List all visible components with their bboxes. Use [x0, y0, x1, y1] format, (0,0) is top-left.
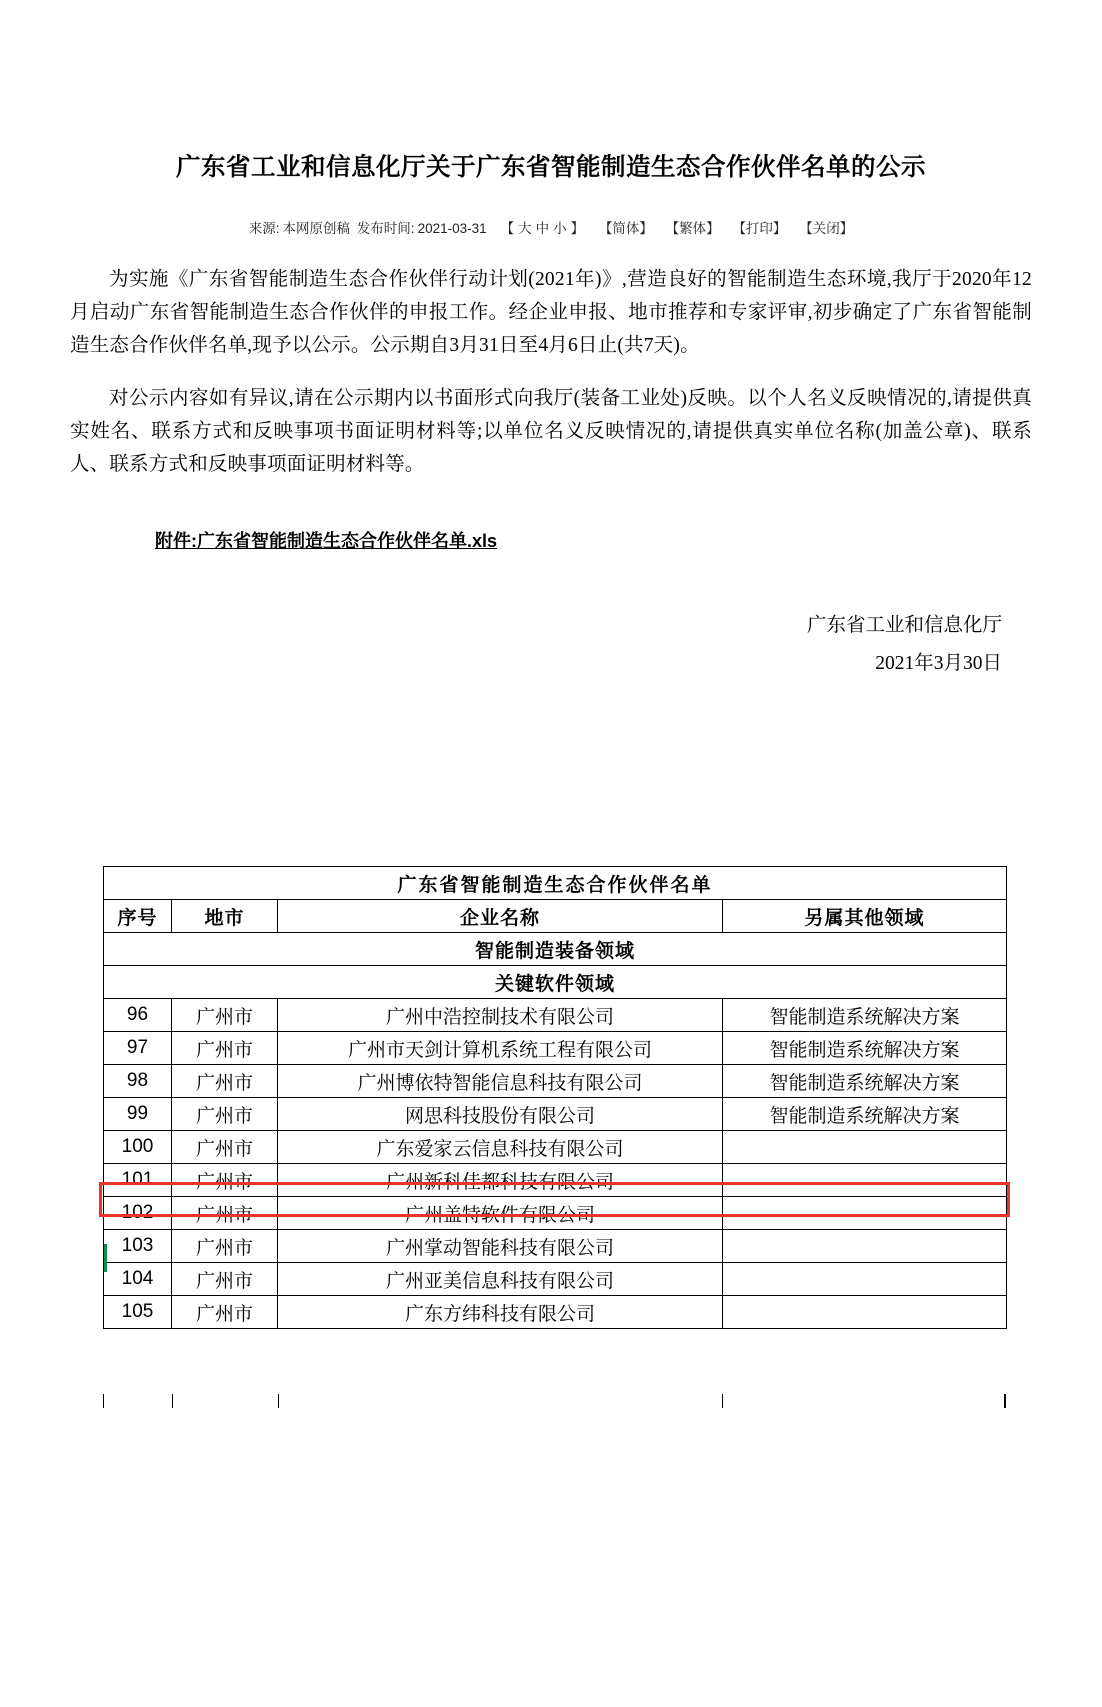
cell-city: 广州市 — [172, 1131, 278, 1164]
section-label-software: 关键软件领域 — [104, 966, 1007, 999]
cell-other-field: 智能制造系统解决方案 — [723, 1032, 1007, 1065]
cell-other-field: 智能制造系统解决方案 — [723, 1098, 1007, 1131]
source-label: 来源: — [248, 221, 280, 236]
table-title: 广东省智能制造生态合作伙伴名单 — [104, 867, 1007, 900]
table-row — [104, 1032, 1007, 1065]
cell-company: 广州市天剑计算机系统工程有限公司 — [278, 1032, 723, 1065]
cell-company: 广州博依特智能信息科技有限公司 — [278, 1065, 723, 1098]
cell-no: 100 — [104, 1131, 172, 1164]
cell-company: 广州新科佳都科技有限公司 — [278, 1164, 723, 1197]
paragraph-1: 为实施《广东省智能制造生态合作伙伴行动计划(2021年)》,营造良好的智能制造生态环境,我厅于2020年12月启动广东省智能制造生态合作伙伴的申报工作。经企业申报、地市推荐和专家评审,初步确定了广东省智能制造生态合作伙伴名单,现予以公示。公示期自3月31日至4月6日止(共7天)。 — [70, 269, 1032, 356]
signature-date: 2021年3月30日 — [875, 652, 1002, 674]
print-link[interactable]: 【打印】 — [732, 221, 787, 236]
bracket-open: 【 — [500, 221, 515, 236]
cell-no: 101 — [104, 1164, 172, 1197]
cell-no: 105 — [104, 1296, 172, 1329]
publish-date: 2021-03-31 — [417, 221, 487, 236]
cell-company: 广州中浩控制技术有限公司 — [278, 999, 723, 1032]
font-size-medium-link[interactable]: 中 — [535, 221, 550, 236]
cell-no: 98 — [104, 1065, 172, 1098]
document-meta — [70, 217, 1032, 237]
table-row — [104, 1296, 1007, 1329]
cell-city: 广州市 — [172, 1296, 278, 1329]
cell-other-field: 智能制造系统解决方案 — [723, 999, 1007, 1032]
table-row-highlighted — [104, 1098, 1007, 1131]
cell-other-field: 智能制造系统解决方案 — [723, 1065, 1007, 1098]
cell-company: 广州掌动智能科技有限公司 — [278, 1230, 723, 1263]
cell-city: 广州市 — [172, 1197, 278, 1230]
cell-city: 广州市 — [172, 1098, 278, 1131]
cell-other-field — [723, 1197, 1007, 1230]
cell-city: 广州市 — [172, 1263, 278, 1296]
page-title: 广东省工业和信息化厅关于广东省智能制造生态合作伙伴名单的公示 — [176, 154, 926, 181]
cell-city: 广州市 — [172, 1032, 278, 1065]
cell-no: 103 — [104, 1230, 172, 1263]
table-header-row — [104, 900, 1007, 933]
font-size-large-link[interactable]: 大 — [518, 221, 532, 236]
cell-city: 广州市 — [172, 1230, 278, 1263]
cell-other-field — [723, 1230, 1007, 1263]
table-row — [104, 1131, 1007, 1164]
table-row — [104, 1065, 1007, 1098]
cell-other-field — [723, 1131, 1007, 1164]
cell-other-field — [723, 1164, 1007, 1197]
close-link[interactable]: 【关闭】 — [799, 221, 854, 236]
column-header-company: 企业名称 — [278, 900, 723, 933]
column-header-no: 序号 — [104, 900, 172, 933]
document-page — [0, 148, 1102, 1707]
section-row-software — [104, 966, 1007, 999]
cell-other-field — [723, 1296, 1007, 1329]
cell-other-field — [723, 1263, 1007, 1296]
signature-block — [70, 607, 1032, 683]
cell-no: 96 — [104, 999, 172, 1032]
cell-company: 广东方纬科技有限公司 — [278, 1296, 723, 1329]
cell-city: 广州市 — [172, 1164, 278, 1197]
table-title-row — [104, 867, 1007, 900]
simplified-link[interactable]: 【简体】 — [598, 221, 653, 236]
cell-city: 广州市 — [172, 999, 278, 1032]
cell-no: 102 — [104, 1197, 172, 1230]
green-row-marker — [104, 1244, 107, 1272]
attachment-link[interactable]: 附件:广东省智能制造生态合作伙伴名单.xls — [155, 530, 498, 551]
cell-city: 广州市 — [172, 1065, 278, 1098]
cell-company: 广州亚美信息科技有限公司 — [278, 1263, 723, 1296]
source-value: 本网原创稿 — [282, 221, 351, 236]
paragraph-2: 对公示内容如有异议,请在公示期内以书面形式向我厅(装备工业处)反映。以个人名义反映情况的,请提供真实姓名、联系方式和反映事项书面证明材料等;以单位名义反映情况的,请提供真实单位名称(加盖公章)、联系人、联系方式和反映事项面证明材料等。 — [70, 387, 1032, 475]
table-row — [104, 1263, 1007, 1296]
table-row — [104, 1197, 1007, 1230]
table-row — [104, 1230, 1007, 1263]
cell-no: 97 — [104, 1032, 172, 1065]
column-header-city: 地市 — [172, 900, 278, 933]
table-row — [104, 1164, 1007, 1197]
table-row — [104, 999, 1007, 1032]
partner-list-table-wrap — [103, 866, 1006, 1329]
font-size-small-link[interactable]: 小 — [553, 221, 567, 236]
cell-no: 104 — [104, 1263, 172, 1296]
signature-organization: 广东省工业和信息化厅 — [806, 614, 1002, 636]
cell-company: 网思科技股份有限公司 — [278, 1098, 723, 1131]
section-row-equipment — [104, 933, 1007, 966]
partner-list-table — [103, 866, 1007, 1329]
cell-company: 广东爱家云信息科技有限公司 — [278, 1131, 723, 1164]
traditional-link[interactable]: 【繁体】 — [665, 221, 720, 236]
bracket-close: 】 — [570, 221, 585, 236]
cell-company: 广州盖特软件有限公司 — [278, 1197, 723, 1230]
publish-label: 发布时间: — [356, 221, 415, 236]
table-truncated-edge — [103, 1394, 1006, 1408]
section-label-equipment: 智能制造装备领域 — [104, 933, 1007, 966]
column-header-other-field: 另属其他领域 — [723, 900, 1007, 933]
cell-no: 99 — [104, 1098, 172, 1131]
